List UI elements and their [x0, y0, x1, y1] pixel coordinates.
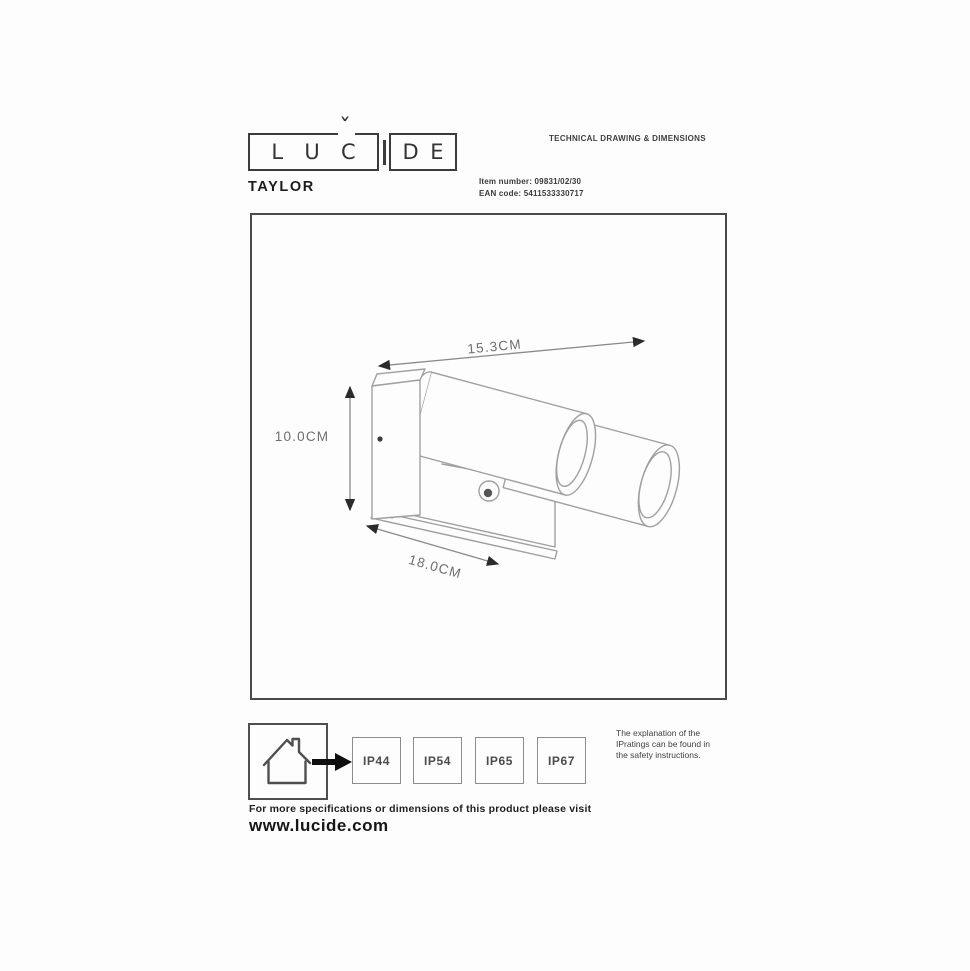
footer-text: For more specifications or dimensions of this product please visit [249, 803, 592, 815]
product-name: TAYLOR [248, 179, 315, 195]
footer-website: www.lucide.com [249, 816, 389, 835]
product-codes [479, 176, 584, 199]
ip-rating-note: The explanation of the IPratings can be found in the safety instructions. [616, 728, 711, 760]
ip-rating-badge [537, 737, 586, 784]
item-number-row [479, 176, 584, 188]
drawing-frame [250, 213, 727, 700]
ip-rating-label: IP44 [362, 753, 391, 768]
logo-letter: E [430, 139, 444, 164]
dimension-width-label: 15.3CM [466, 336, 523, 357]
ip-rating-label: IP67 [547, 753, 576, 768]
motion-sensor-lens [484, 489, 492, 497]
ip-rating-badge [352, 737, 401, 784]
logo-i-bar [383, 140, 386, 165]
logo-left-box [248, 133, 379, 171]
ip-rating-badge [413, 737, 462, 784]
logo-caron-accent: ˇ [339, 114, 351, 142]
logo-letter: U [304, 139, 320, 164]
ip-rating-label: IP54 [423, 753, 452, 768]
ean-row [479, 188, 584, 200]
logo-right-box [389, 133, 457, 171]
screw-hole-icon [377, 436, 382, 441]
logo-letter: L [271, 139, 284, 164]
arrow-right-icon [312, 751, 352, 773]
item-number-label: Item number: [479, 177, 533, 186]
wall-plate [372, 380, 420, 519]
house-icon [259, 735, 317, 789]
ip-rating-label: IP65 [485, 753, 514, 768]
item-number-value: 09831/02/30 [534, 177, 582, 186]
ip-rating-badge [475, 737, 524, 784]
technical-drawing [252, 215, 725, 698]
ean-value: 5411533330717 [523, 188, 584, 198]
logo-letter: D [402, 139, 419, 164]
sheet-tagline: TECHNICAL DRAWING & DIMENSIONS [549, 134, 706, 143]
ean-label: EAN code: [479, 188, 522, 198]
dimension-height-label: 10.0CM [274, 429, 330, 444]
logo-letter: C [341, 139, 356, 164]
dimension-depth-label: 18.0CM [406, 551, 464, 582]
